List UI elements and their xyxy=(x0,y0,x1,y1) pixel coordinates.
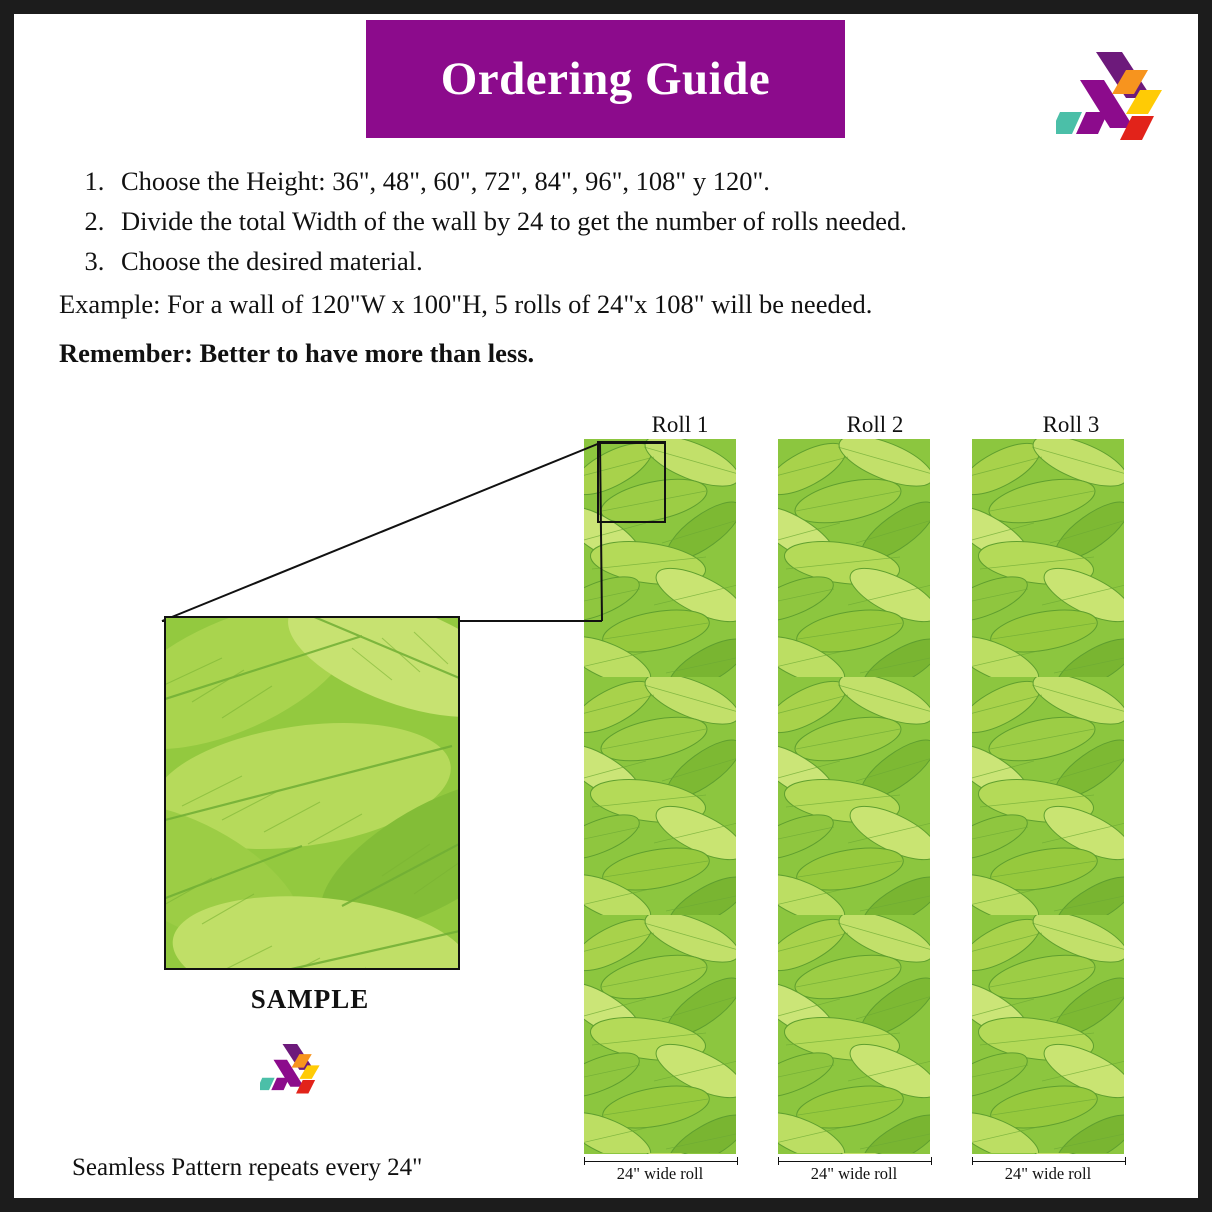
instruction-item-3: 3. Choose the desired material. xyxy=(111,241,1169,281)
instruction-item-2: 2. Divide the total Width of the wall by 24 to get the number of rolls needed. xyxy=(111,201,1169,241)
page-title: Ordering Guide xyxy=(440,53,771,105)
instructions-block xyxy=(59,161,1169,373)
title-banner xyxy=(366,20,845,138)
roll-2-texture xyxy=(778,439,930,1154)
roll-label-1: Roll 1 xyxy=(651,412,709,437)
sample-swatch xyxy=(164,616,460,970)
remember-text: Remember: Better to have more than less. xyxy=(59,338,535,368)
seamless-note: Seamless Pattern repeats every 24" xyxy=(72,1154,423,1181)
brand-logo-icon xyxy=(1056,50,1168,150)
example-text: Example: For a wall of 120"W x 100"H, 5 rolls of 24"x 108" will be needed. xyxy=(59,289,873,319)
roll-3 xyxy=(972,439,1124,1154)
roll-1-texture xyxy=(584,439,736,1154)
roll-2-caption: 24" wide roll xyxy=(810,1164,898,1183)
white-sheet xyxy=(14,14,1198,1198)
roll-label-2: Roll 2 xyxy=(846,412,904,437)
sample-caption: SAMPLE xyxy=(250,984,370,1014)
brand-logo-small-icon xyxy=(260,1042,323,1100)
brand-logo xyxy=(1056,50,1168,150)
brand-logo-small xyxy=(260,1042,323,1100)
roll-3-texture xyxy=(972,439,1124,1154)
roll-label-3: Roll 3 xyxy=(1042,412,1100,437)
roll-1 xyxy=(584,439,736,1154)
roll-2 xyxy=(778,439,930,1154)
instruction-item-1: 1. Choose the Height: 36", 48", 60", 72", 84", 96", 108" y 120". xyxy=(111,161,1169,201)
roll-3-caption: 24" wide roll xyxy=(1004,1164,1092,1183)
roll-1-caption: 24" wide roll xyxy=(616,1164,704,1183)
instruction-list xyxy=(59,161,1169,281)
zoom-crop-box xyxy=(597,441,666,523)
sample-texture xyxy=(164,616,460,970)
